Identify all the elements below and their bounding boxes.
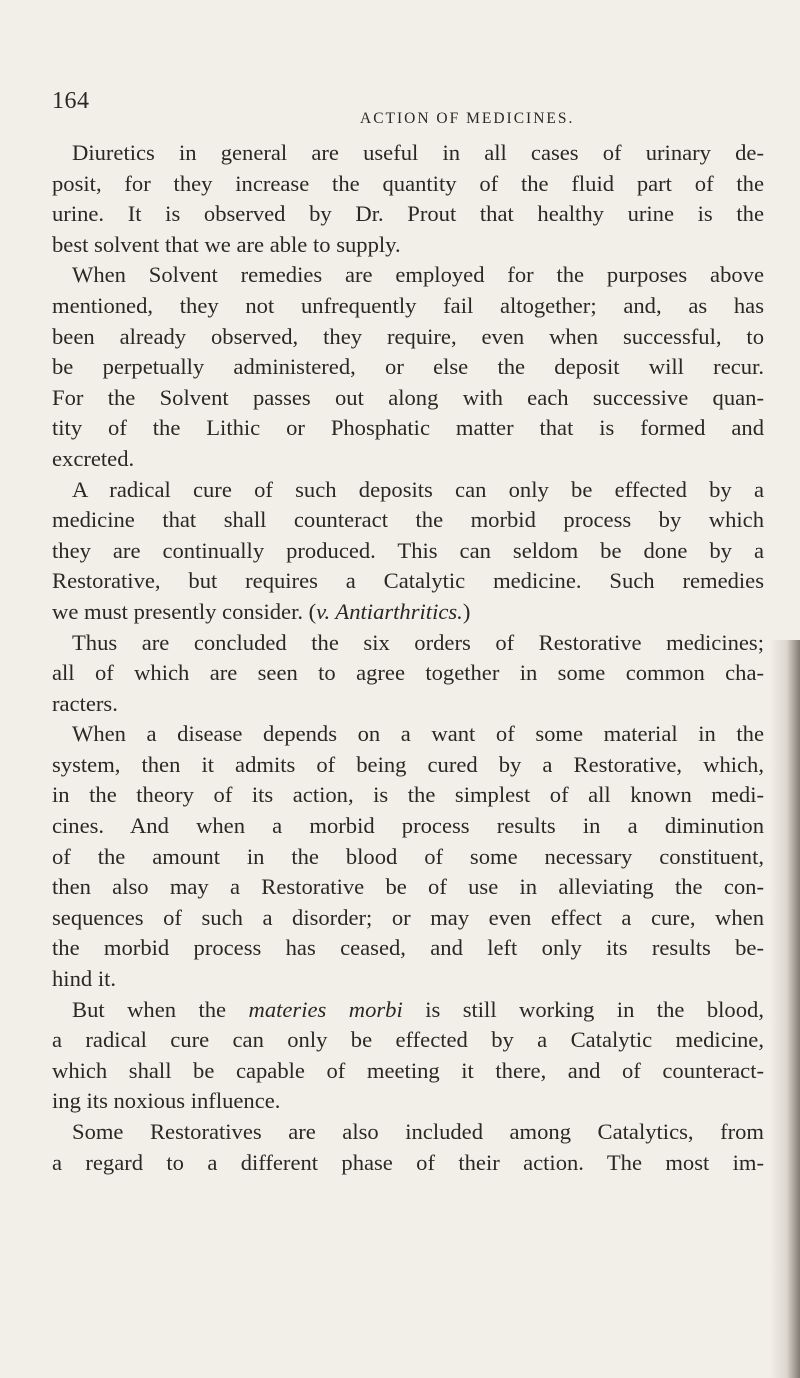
text-line: When a disease depends on a want of some material in the	[72, 721, 764, 747]
page-header	[52, 88, 752, 128]
text-line: racters.	[52, 690, 118, 716]
text-line: tity of the Lithic or Phosphatic matter that is formed and	[52, 415, 764, 441]
text-line: a regard to a different phase of their action. The most im-	[52, 1149, 764, 1175]
text-line: But when the materies morbi is still working in the blood,	[72, 996, 764, 1022]
text-line: of the amount in the blood of some necessary constituent,	[52, 843, 764, 869]
page-edge-shadow	[770, 640, 800, 1378]
text-line: ing its noxious influence.	[52, 1088, 281, 1114]
text-line: When Solvent remedies are employed for the purposes above	[72, 262, 764, 288]
text-line: then also may a Restorative be of use in alleviating the con-	[52, 874, 764, 900]
text-line: cines. And when a morbid process results in a diminution	[52, 813, 764, 839]
page-number: 164	[52, 88, 90, 114]
text-line: system, then it admits of being cured by a Restorative, which,	[52, 751, 764, 777]
text-line: be perpetually administered, or else the deposit will recur.	[52, 354, 764, 380]
text-line: all of which are seen to agree together in some common cha-	[52, 660, 764, 686]
text-line: urine. It is observed by Dr. Prout that healthy urine is the	[52, 201, 764, 227]
text-line: in the theory of its action, is the simplest of all known medi-	[52, 782, 764, 808]
text-line: Some Restoratives are also included among Catalytics, from	[72, 1119, 764, 1144]
text-line: A radical cure of such deposits can only be effected by a	[72, 476, 764, 502]
text-line: hind it.	[52, 966, 117, 992]
text-line: mentioned, they not unfrequently fail altogether; and, as has	[52, 292, 764, 318]
text-line: we must presently consider. (v. Antiarthritics.)	[52, 598, 471, 624]
text-line: excreted.	[52, 445, 135, 471]
italic-term: v. Antiarthritics.	[316, 598, 463, 624]
text-line: For the Solvent passes out along with each successive quan-	[52, 384, 764, 410]
text-line: Thus are concluded the six orders of Restorative medicines;	[72, 629, 764, 655]
text-line: best solvent that we are able to supply.	[52, 231, 401, 257]
text-line: sequences of such a disorder; or may even effect a cure, when	[52, 904, 764, 930]
text-line: which shall be capable of meeting it there, and of counteract-	[52, 1057, 764, 1083]
italic-term: materies morbi	[248, 996, 403, 1022]
running-head: ACTION OF MEDICINES.	[360, 110, 575, 127]
text-line: posit, for they increase the quantity of the fluid part of the	[52, 170, 764, 196]
body-text	[52, 138, 764, 1178]
text-line: the morbid process has ceased, and left only its results be-	[52, 935, 764, 961]
text-line: medicine that shall counteract the morbid process by which	[52, 507, 764, 533]
text-line: they are continually produced. This can seldom be done by a	[52, 537, 764, 563]
text-line: Restorative, but requires a Catalytic medicine. Such remedies	[52, 568, 764, 594]
text-line: a radical cure can only be effected by a Catalytic medicine,	[52, 1027, 764, 1053]
text-line: Diuretics in general are useful in all cases of urinary de-	[72, 140, 764, 165]
text-line: been already observed, they require, even when successful, to	[52, 323, 764, 349]
